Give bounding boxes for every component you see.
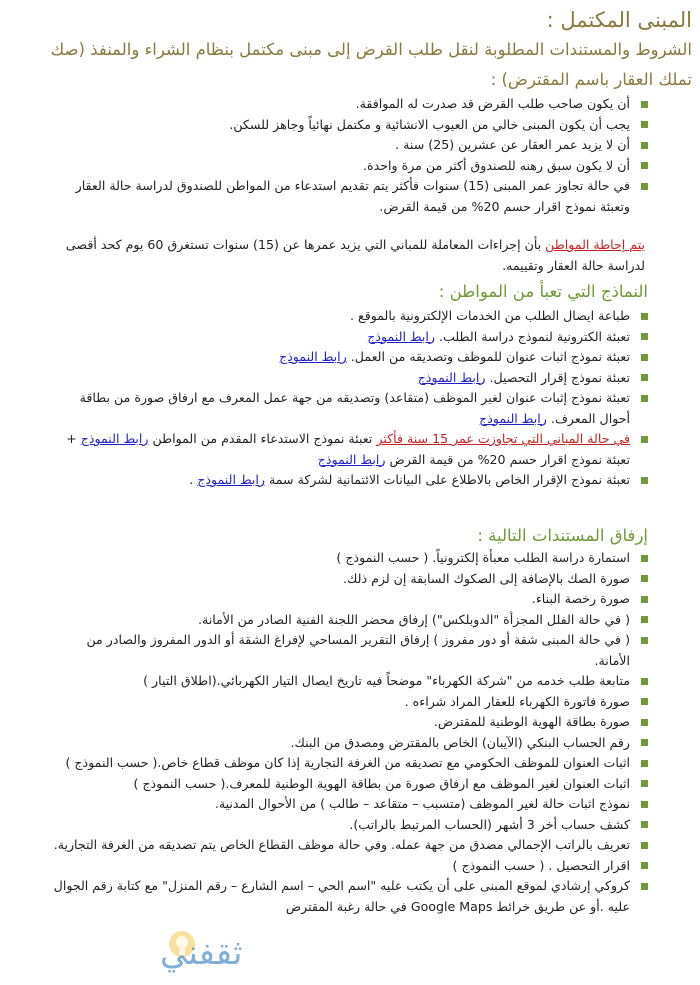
list-item: استمارة دراسة الطلب معبأة إلكترونياً. ( حسب النموذج ) [48,548,652,569]
form-link[interactable]: رابط النموذج [197,472,265,487]
bullet-icon [641,101,648,108]
conditions-list [48,94,652,217]
list-item: طباعة ايصال الطلب من الخدمات الإلكترونية بالموقع . [48,306,652,327]
bullet-icon [641,883,648,890]
notice-highlight: يتم إحاطة المواطن [545,237,645,252]
bullet-icon [641,477,648,484]
bullet-icon [641,760,648,767]
bullet-icon [641,616,648,623]
page-title: المبنى المكتمل : [546,8,692,32]
list-item: تعبئة نموذج الإقرار الخاص بالاطلاع على البيانات الائتمانية لشركة سمة رابط النموذج . [48,470,652,491]
list-item: أن لا يكون سبق رهنه للصندوق أكثر من مرة واحدة. [48,156,652,177]
list-item: رقم الحساب البنكي (الآيبان) الخاص بالمقترض ومصدق من البنك. [48,733,652,754]
special-case-highlight: في حالة المباني التي تجاوزت عمر 15 سنة فأكثر [376,431,630,446]
bullet-icon [641,801,648,808]
list-item: تعريف بالراتب الإجمالي مصدق من جهة عمله. وفي حالة موظف القطاع الخاص يتم تصديقه من الغرفة التجارية. [48,835,652,856]
bullet-icon [641,719,648,726]
bullet-icon [641,142,648,149]
list-item: تعبئة نموذج اثبات عنوان للموظف وتصديقه من العمل. رابط النموذج [48,347,652,368]
list-item: ( في حالة المبنى شقة أو دور مفروز ) إرفاق التقرير المساحي لإفراغ الشقة أو الدور المفروز والصادر من الأمانة. [48,630,652,671]
form-link[interactable]: رابط النموذج [279,349,347,364]
list-item: تعبئة الكترونية لنموذج دراسة الطلب. رابط النموذج [48,327,652,348]
documents-list [48,548,652,917]
bullet-icon [641,637,648,644]
list-item: ( في حالة الفلل المجزأة "الدوبلكس") إرفاق محضر اللجنة الفنية الصادر من الأمانة. [48,610,652,631]
logo-text: ثقفني [160,933,243,973]
list-item: متابعة طلب خدمه من "شركة الكهرباء" موضحاً فيه تاريخ ايصال التيار الكهربائي.(اطلاق التيار ) [48,671,652,692]
bullet-icon [641,313,648,320]
documents-heading: إرفاق المستندات التالية : [477,526,648,545]
bullet-icon [641,333,648,340]
list-item: اثبات العنوان للموظف الحكومي مع تصديقه من الغرفة التجارية إذا كان موظف قطاع خاص.( حسب النموذج ) [48,753,652,774]
forms-list [48,306,652,491]
bullet-icon [641,436,648,443]
list-item: صورة الصك بالإضافة إلى الصكوك السابقة إن لزم ذلك. [48,569,652,590]
bullet-icon [641,555,648,562]
page-subtitle-continued: تملك العقار باسم المقترض) : [490,70,692,89]
list-item: تعبئة نموذج إقرار التحصيل. رابط النموذج [48,368,652,389]
watermark-logo [10,920,243,980]
forms-heading: النماذج التي تعبأ من المواطن : [438,282,648,301]
bullet-icon [641,354,648,361]
form-link[interactable]: رابط النموذج [317,451,386,467]
bullet-icon [641,678,648,685]
bullet-icon [641,162,648,169]
notice-paragraph: يتم إحاطة المواطن بأن إجراءات المعاملة للمباني التي يزيد عمرها عن (15) سنوات تستغرق 60 يوم كحد أقصى لدراسة حالة العقار وتقييمه. [65,237,645,273]
list-item: أن لا يزيد عمر العقار عن عشرين (25) سنة . [48,135,652,156]
list-item: اقرار التحصيل . ( حسب النموذج ) [48,856,652,877]
bullet-icon [641,821,648,828]
bullet-icon [641,862,648,869]
list-item: يجب أن يكون المبنى خالي من العيوب الانشائية و مكتمل نهائياً وجاهز للسكن. [48,115,652,136]
list-item: تعبئة نموذج إثبات عنوان لغير الموظف (متقاعد) وتصديقه من جهة عمل المعرف مع ارفاق صورة من بطاقة أحوال المعرف. رابط النموذج [48,388,652,429]
page-subtitle: الشروط والمستندات المطلوبة لنقل طلب القرض إلى مبنى مكتمل بنظام الشراء والمنفذ (صك [50,40,692,59]
bullet-icon [641,183,648,190]
bullet-icon [641,698,648,705]
bullet-icon [641,121,648,128]
bullet-icon [641,842,648,849]
bullet-icon [641,596,648,603]
bullet-icon [641,575,648,582]
form-link[interactable]: رابط النموذج [417,369,486,385]
list-item: صورة رخصة البناء. [48,589,652,610]
list-item: نموذج اثبات حالة لغير الموظف (متسبب – متقاعد – طالب ) من الأحوال المدنية. [48,794,652,815]
list-item: أن يكون صاحب طلب القرض قد صدرت له الموافقة. [48,94,652,115]
list-item: في حالة المباني التي تجاوزت عمر 15 سنة فأكثر تعبئة نموذج الاستدعاء المقدم من المواطن رابط النموذج + تعبئة نموذج اقرار حسم 20% من قيمة القرض رابط النموذج [48,429,652,470]
list-item: اثبات العنوان لغير الموظف مع ارفاق صورة من بطاقة الهوية الوطنية للمعرف.( حسب النموذج ) [48,774,652,795]
bullet-icon [641,374,648,381]
form-link[interactable]: رابط النموذج [80,431,149,446]
list-item: كشف حساب أخر 3 أشهر (الحساب المرتبط بالراتب). [48,815,652,836]
form-link[interactable]: رابط النموذج [479,410,547,426]
form-link[interactable]: رابط النموذج [367,328,435,344]
list-item: في حالة تجاوز عمر المبنى (15) سنوات فأكثر يتم تقديم استدعاء من المواطن للصندوق لدراسة حالة العقار وتعبئة نموذج اقرار حسم 20% من قيمة القرض. [48,176,652,217]
bullet-icon [641,780,648,787]
list-item: صورة بطاقة الهوية الوطنية للمقترض. [48,712,652,733]
list-item: كروكي إرشادي لموقع المبنى على أن يكتب عليه "اسم الحي – اسم الشارع – رقم المنزل" مع كتابة رقم الجوال عليه .أو عن طريق خرائط Google Maps في حالة رغبة المقترض [48,876,652,917]
bullet-icon [641,395,648,402]
list-item: صورة فاتورة الكهرباء للعقار المراد شراءه . [48,692,652,713]
bullet-icon [641,739,648,746]
